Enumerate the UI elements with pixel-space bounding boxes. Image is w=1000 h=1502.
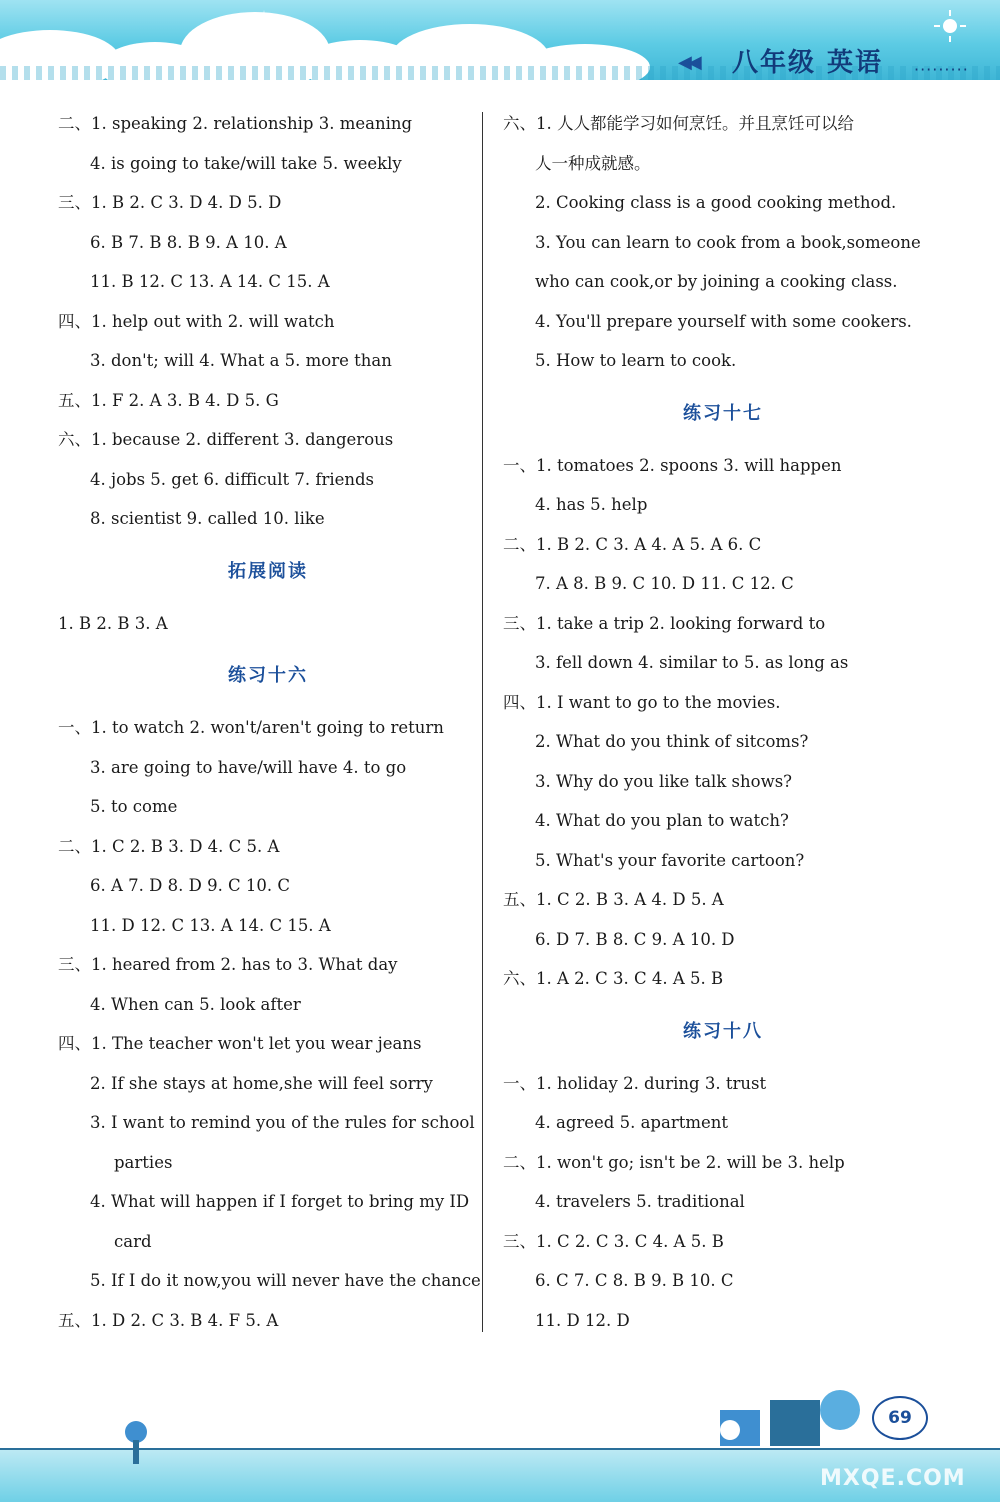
answer-line: 4. You'll prepare yourself with some cookers.: [535, 311, 912, 331]
answer-line: 五、1. C 2. B 3. A 4. D 5. A: [503, 890, 724, 909]
page-number: 69: [872, 1396, 928, 1440]
answer-line: 三、1. heared from 2. has to 3. What day: [58, 955, 398, 974]
section-heading: 拓展阅读: [228, 560, 308, 582]
answer-line: 二、1. speaking 2. relationship 3. meaning: [58, 114, 413, 133]
answer-line: 二、1. B 2. C 3. A 4. A 5. A 6. C: [503, 534, 762, 554]
header-arrows-icon: ◀◀: [678, 52, 698, 73]
answer-line: 4. What do you plan to watch?: [535, 811, 789, 830]
answer-line: 三、1. take a trip 2. looking forward to: [503, 613, 826, 633]
answer-line: 11. D 12. C 13. A 14. C 15. A: [90, 915, 331, 935]
answer-line: 四、1. help out with 2. will watch: [58, 311, 335, 331]
answer-line: 11. D 12. D: [535, 1310, 630, 1330]
answer-line: 2. What do you think of sitcoms?: [535, 732, 809, 751]
answer-line: 三、1. B 2. C 3. D 4. D 5. D: [58, 193, 282, 212]
left-column: [58, 104, 481, 1340]
answer-line: 五、1. D 2. C 3. B 4. F 5. A: [58, 1310, 279, 1330]
answer-line: 4. What will happen if I forget to bring my ID: [90, 1192, 470, 1211]
answer-line: 6. B 7. B 8. B 9. A 10. A: [90, 232, 287, 252]
answer-line: 一、1. to watch 2. won't/aren't going to return: [58, 718, 444, 737]
header-banner: [0, 0, 1000, 80]
header-dots: ·········: [914, 60, 969, 79]
section-heading: 练习十七: [683, 402, 763, 424]
answer-line: 6. A 7. D 8. D 9. C 10. C: [90, 876, 291, 895]
answer-line: 人一种成就感。: [535, 153, 651, 173]
answer-line: 四、1. I want to go to the movies.: [503, 692, 781, 712]
watermark: MXQE.COM: [820, 1466, 966, 1491]
answer-line: 5. to come: [90, 797, 178, 816]
answer-line: card: [114, 1231, 152, 1251]
answer-line: 六、1. 人人都能学习如何烹饪。并且烹饪可以给: [503, 114, 854, 133]
answer-line: 5. How to learn to cook.: [535, 351, 737, 370]
answer-line: 4. agreed 5. apartment: [535, 1113, 729, 1132]
answer-line: parties: [114, 1152, 173, 1172]
section-heading: 练习十六: [228, 665, 308, 686]
answer-line: 5. What's your favorite cartoon?: [535, 850, 805, 870]
answer-line: 二、1. won't go; isn't be 2. will be 3. help: [503, 1152, 845, 1172]
answer-line: 一、1. tomatoes 2. spoons 3. will happen: [503, 455, 842, 475]
answer-line: 3. I want to remind you of the rules for school: [90, 1113, 475, 1132]
answer-line: 4. has 5. help: [535, 495, 648, 514]
answer-line: 2. If she stays at home,she will feel sorry: [90, 1073, 433, 1093]
answer-line: 6. C 7. C 8. B 9. B 10. C: [535, 1271, 734, 1290]
answer-line: 5. If I do it now,you will never have the chance: [90, 1271, 481, 1290]
answer-line: who can cook,or by joining a cooking class.: [535, 272, 898, 291]
answer-line: 4. is going to take/will take 5. weekly: [90, 153, 402, 173]
answer-line: 六、1. A 2. C 3. C 4. A 5. B: [503, 969, 724, 988]
answer-line: 3. are going to have/will have 4. to go: [90, 757, 407, 777]
answer-line: 3. fell down 4. similar to 5. as long as: [535, 653, 849, 672]
answer-line: 6. D 7. B 8. C 9. A 10. D: [535, 929, 735, 949]
answer-line: 六、1. because 2. different 3. dangerous: [58, 430, 394, 449]
answer-line: 4. travelers 5. traditional: [535, 1192, 745, 1211]
answer-line: 二、1. C 2. B 3. D 4. C 5. A: [58, 836, 280, 856]
answer-line: 8. scientist 9. called 10. like: [90, 509, 325, 528]
answer-line: 四、1. The teacher won't let you wear jeans: [58, 1034, 422, 1053]
house-illustration-icon: [700, 1380, 870, 1450]
answer-line: 三、1. C 2. C 3. C 4. A 5. B: [503, 1231, 724, 1251]
answer-line: 3. Why do you like talk shows?: [535, 771, 793, 791]
section-heading: 练习十八: [683, 1020, 763, 1042]
answer-line: 7. A 8. B 9. C 10. D 11. C 12. C: [535, 574, 794, 593]
answer-line: 11. B 12. C 13. A 14. C 15. A: [90, 272, 330, 291]
answer-line: 3. don't; will 4. What a 5. more than: [90, 351, 392, 370]
answer-line: 五、1. F 2. A 3. B 4. D 5. G: [58, 390, 279, 410]
answer-line: 4. When can 5. look after: [90, 994, 301, 1014]
answer-line: 3. You can learn to cook from a book,someone: [535, 232, 921, 252]
right-column: [503, 104, 943, 1340]
answer-line: 1. B 2. B 3. A: [58, 613, 168, 633]
page-title: 八年级 英语: [732, 48, 884, 78]
tree-icon: [118, 1418, 154, 1468]
sun-icon: [930, 8, 970, 44]
answer-line: 一、1. holiday 2. during 3. trust: [503, 1073, 767, 1093]
answer-line: 4. jobs 5. get 6. difficult 7. friends: [90, 469, 375, 489]
answer-line: 2. Cooking class is a good cooking method.: [535, 193, 897, 212]
column-divider: [482, 112, 483, 1332]
